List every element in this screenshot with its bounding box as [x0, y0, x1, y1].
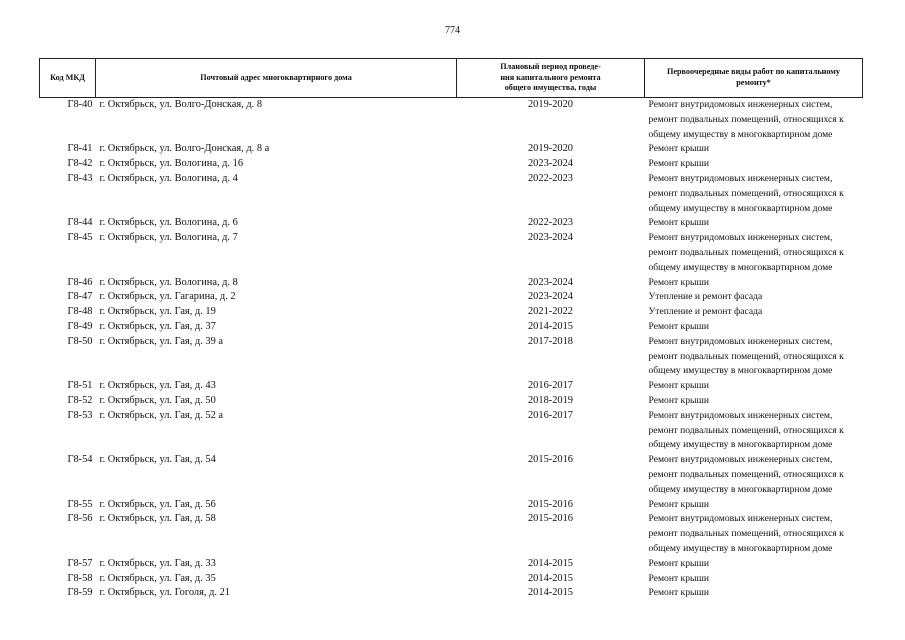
table-row — [40, 409, 863, 453]
table-row — [40, 320, 863, 335]
cell-works — [645, 290, 863, 305]
cell-works — [645, 498, 863, 513]
cell-works-line: Ремонт крыши — [648, 143, 709, 155]
cell-code: Г8-58 — [67, 572, 93, 584]
cell-address: г. Октябрьск, ул. Гая, д. 43 — [99, 380, 216, 392]
cell-period: 2023-2024 — [527, 232, 574, 244]
cell-works-line: Ремонт крыши — [648, 498, 709, 510]
cell-works-line: Ремонт крыши — [648, 380, 709, 392]
cell-works — [645, 335, 863, 379]
table-row — [40, 498, 863, 513]
cell-works-line: общему имуществу в многоквартирном доме — [648, 542, 833, 554]
cell-address: г. Октябрьск, ул. Гая, д. 19 — [99, 306, 216, 318]
cell-period: 2023-2024 — [527, 276, 574, 288]
cell-code: Г8-44 — [67, 217, 93, 229]
table-row — [40, 572, 863, 587]
header-works-line: ремонту* — [736, 78, 771, 87]
cell-works — [645, 305, 863, 320]
cell-code: Г8-48 — [67, 306, 93, 318]
cell-code: Г8-43 — [67, 172, 93, 184]
cell-period: 2019-2020 — [527, 143, 574, 155]
cell-code: Г8-59 — [67, 587, 93, 599]
cell-works-line: общему имуществу в многоквартирном доме — [648, 261, 833, 273]
cell-works-line: Ремонт крыши — [648, 158, 709, 170]
cell-works — [645, 142, 863, 157]
cell-period: 2021-2022 — [527, 306, 574, 318]
cell-address: г. Октябрьск, ул. Вологина, д. 8 — [99, 276, 238, 288]
cell-works — [645, 586, 863, 601]
table-row — [40, 142, 863, 157]
table-row — [40, 394, 863, 409]
table-row — [40, 335, 863, 379]
header-works — [645, 59, 863, 98]
cell-code: Г8-53 — [67, 409, 93, 421]
cell-code: Г8-55 — [67, 498, 93, 510]
cell-address: г. Октябрьск, ул. Гая, д. 37 — [99, 320, 216, 332]
cell-works-line: общему имуществу в многоквартирном доме — [648, 439, 833, 451]
cell-period: 2019-2020 — [527, 99, 574, 110]
cell-code: Г8-47 — [67, 291, 93, 303]
cell-code: Г8-45 — [67, 232, 93, 244]
cell-works — [645, 379, 863, 394]
table-row — [40, 379, 863, 394]
cell-works-line: общему имуществу в многоквартирном доме — [648, 483, 833, 495]
cell-works-line: Ремонт крыши — [648, 587, 709, 599]
table-row — [40, 586, 863, 601]
cell-code: Г8-42 — [67, 158, 93, 170]
header-period-line: Плановый период проведе- — [500, 62, 601, 72]
cell-period: 2015-2016 — [527, 454, 574, 466]
cell-address: г. Октябрьск, ул. Гая, д. 56 — [99, 498, 216, 510]
cell-works-line: Утепление и ремонт фасада — [648, 291, 763, 303]
header-period-line: общего имущества, годы — [504, 83, 597, 93]
cell-works-line: ремонт подвальных помещений, относящихся к — [648, 246, 844, 258]
table-header — [40, 59, 863, 98]
header-period — [457, 59, 645, 98]
cell-address: г. Октябрьск, ул. Гая, д. 33 — [99, 557, 216, 569]
cell-works-line: Ремонт крыши — [648, 276, 709, 288]
cell-works — [645, 572, 863, 587]
cell-works-line: Ремонт внутридомовых инженерных систем, — [648, 99, 833, 110]
cell-address: г. Октябрьск, ул. Гоголя, д. 21 — [99, 587, 230, 599]
cell-works-line: ремонт подвальных помещений, относящихся к — [648, 187, 844, 199]
cell-period: 2016-2017 — [527, 380, 574, 392]
cell-address: г. Октябрьск, ул. Гая, д. 54 — [99, 454, 216, 466]
cell-works-line: ремонт подвальных помещений, относящихся к — [648, 468, 844, 480]
cell-code: Г8-51 — [67, 380, 93, 392]
cell-period: 2022-2023 — [527, 172, 574, 184]
table-row — [40, 98, 863, 143]
cell-works-line: Ремонт внутридомовых инженерных систем, — [648, 409, 833, 421]
cell-works-line: Утепление и ремонт фасада — [648, 306, 763, 318]
cell-address: г. Октябрьск, ул. Гая, д. 52 а — [99, 409, 223, 421]
cell-address: г. Октябрьск, ул. Волго-Донская, д. 8 — [99, 99, 263, 110]
cell-period: 2014-2015 — [527, 320, 574, 332]
cell-works — [645, 231, 863, 275]
table-body — [40, 98, 863, 602]
table-row — [40, 557, 863, 572]
cell-code: Г8-52 — [67, 394, 93, 406]
cell-works — [645, 98, 863, 143]
cell-works-line: общему имуществу в многоквартирном доме — [648, 202, 833, 214]
cell-period: 2014-2015 — [527, 572, 574, 584]
cell-period: 2018-2019 — [527, 394, 574, 406]
cell-code: Г8-46 — [67, 276, 93, 288]
cell-address: г. Октябрьск, ул. Вологина, д. 6 — [99, 217, 238, 229]
table-row — [40, 290, 863, 305]
cell-code: Г8-40 — [67, 99, 93, 110]
cell-works — [645, 157, 863, 172]
table-row — [40, 216, 863, 231]
cell-period: 2017-2018 — [527, 335, 574, 347]
capital-repair-table — [39, 58, 863, 601]
table-row — [40, 172, 863, 216]
cell-works-line: Ремонт внутридомовых инженерных систем, — [648, 232, 833, 244]
header-works-line: Первоочередные виды работ по капитальному — [667, 67, 840, 77]
table-row — [40, 305, 863, 320]
cell-code: Г8-56 — [67, 513, 93, 525]
cell-works-line: Ремонт крыши — [648, 320, 709, 332]
page-number: 774 — [445, 25, 460, 36]
cell-period: 2015-2016 — [527, 513, 574, 525]
cell-address: г. Октябрьск, ул. Волго-Донская, д. 8 а — [99, 143, 270, 155]
cell-address: г. Октябрьск, ул. Гагарина, д. 2 — [99, 291, 236, 303]
cell-works-line: ремонт подвальных помещений, относящихся к — [648, 113, 844, 125]
cell-works — [645, 512, 863, 556]
cell-period: 2022-2023 — [527, 217, 574, 229]
cell-address: г. Октябрьск, ул. Вологина, д. 16 — [99, 158, 244, 170]
cell-works-line: ремонт подвальных помещений, относящихся к — [648, 424, 844, 436]
cell-works-line: ремонт подвальных помещений, относящихся к — [648, 350, 844, 362]
cell-works-line: Ремонт крыши — [648, 394, 709, 406]
header-code: Код МКД — [40, 59, 96, 98]
cell-works — [645, 276, 863, 291]
cell-code: Г8-57 — [67, 557, 93, 569]
table-header-row — [40, 59, 863, 98]
cell-works — [645, 557, 863, 572]
cell-code: Г8-41 — [67, 143, 93, 155]
cell-address: г. Октябрьск, ул. Гая, д. 35 — [99, 572, 216, 584]
cell-works-line: Ремонт крыши — [648, 572, 709, 584]
cell-period: 2014-2015 — [527, 587, 574, 599]
cell-works — [645, 216, 863, 231]
cell-works — [645, 172, 863, 216]
cell-works — [645, 409, 863, 453]
cell-works — [645, 320, 863, 335]
cell-code: Г8-50 — [67, 335, 93, 347]
cell-code: Г8-54 — [67, 454, 93, 466]
table-row — [40, 157, 863, 172]
table-row — [40, 231, 863, 275]
cell-period: 2016-2017 — [527, 409, 574, 421]
cell-works-line: Ремонт внутридомовых инженерных систем, — [648, 335, 833, 347]
cell-works-line: Ремонт крыши — [648, 557, 709, 569]
cell-address: г. Октябрьск, ул. Гая, д. 39 а — [99, 335, 223, 347]
cell-code: Г8-49 — [67, 320, 93, 332]
header-address: Почтовый адрес многоквартирного дома — [96, 59, 457, 98]
cell-address: г. Октябрьск, ул. Вологина, д. 7 — [99, 232, 238, 244]
cell-works-line: Ремонт крыши — [648, 217, 709, 229]
cell-works-line: Ремонт внутридомовых инженерных систем, — [648, 454, 833, 466]
cell-address: г. Октябрьск, ул. Гая, д. 58 — [99, 513, 216, 525]
cell-works — [645, 453, 863, 497]
cell-address: г. Октябрьск, ул. Гая, д. 50 — [99, 394, 216, 406]
header-period-line: ния капитального ремонта — [500, 72, 601, 82]
cell-works-line: общему имуществу в многоквартирном доме — [648, 365, 833, 377]
table-row — [40, 276, 863, 291]
table-row — [40, 453, 863, 497]
cell-period: 2015-2016 — [527, 498, 574, 510]
cell-period: 2014-2015 — [527, 557, 574, 569]
cell-address: г. Октябрьск, ул. Вологина, д. 4 — [99, 172, 238, 184]
cell-works — [645, 394, 863, 409]
cell-works-line: ремонт подвальных помещений, относящихся к — [648, 528, 844, 540]
cell-works-line: общему имуществу в многоквартирном доме — [648, 128, 833, 140]
table-row — [40, 512, 863, 556]
cell-works-line: Ремонт внутридомовых инженерных систем, — [648, 513, 833, 525]
cell-works-line: Ремонт внутридомовых инженерных систем, — [648, 172, 833, 184]
cell-period: 2023-2024 — [527, 291, 574, 303]
cell-period: 2023-2024 — [527, 158, 574, 170]
